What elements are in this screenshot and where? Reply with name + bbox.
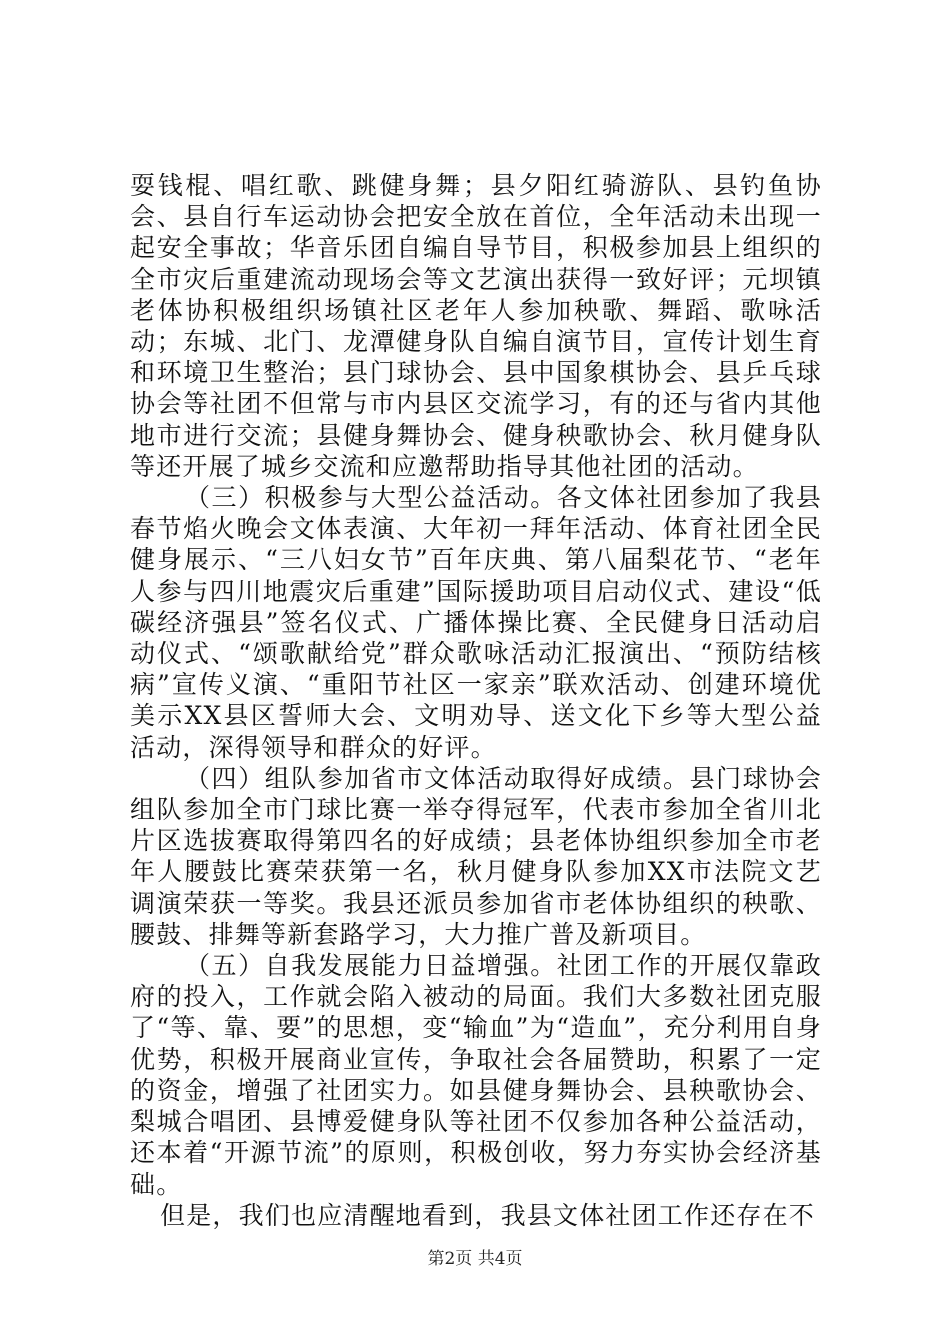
page-footer: 第2页 共4页 [427,1249,523,1269]
paragraph-continuation: 耍钱棍、唱红歌、跳健身舞；县夕阳红骑游队、县钓鱼协会、县自行车运动协会把安全放在首位，全年活动未出现一起安全事故；华音乐团自编自导节目，积极参加县上组织的全市灾后重建流动现场会等文艺演出获得一致好评；元坝镇老体协积极组织场镇社区老年人参加秧歌、舞蹈、歌咏活动；东城、北门、龙潭健身队自编自演节目，宣传计划生育和环境卫生整治；县门球协会、县中国象棋协会、县乒乓球协会等社团不但常与市内县区交流学习，有的还与省内其他地市进行交流；县健身舞协会、健身秧歌协会、秋月健身队等还开展了城乡交流和应邀帮助指导其他社团的活动。 [130,171,822,481]
body-text [130,170,822,1231]
paragraph-however: 但是，我们也应清醒地看到，我县文体社团工作还存在不 [160,1200,816,1230]
paragraph-section-5: （五）自我发展能力日益增强。社团工作的开展仅靠政府的投入，工作就会陷入被动的局面。我们大多数社团克服了“等、靠、要”的思想，变“输血”为“造血”，充分利用自身优势，积极开展商业宣传，争取社会各届赞助，积累了一定的资金，增强了社团实力。如县健身舞协会、县秧歌协会、梨城合唱团、县博爱健身队等社团不仅参加各种公益活动，还本着“开源节流”的原则，积极创收，努力夯实协会经济基础。 [130,951,822,1199]
paragraph-section-4: （四）组队参加省市文体活动取得好成绩。县门球协会组队参加全市门球比赛一举夺得冠军，代表市参加全省川北片区选拔赛取得第四名的好成绩；县老体协组织参加全市老年人腰鼓比赛荣获第一名，秋月健身队参加XX市法院文艺调演荣获一等奖。我县还派员参加省市老体协组织的秧歌、腰鼓、排舞等新套路学习，大力推广普及新项目。 [130,763,822,949]
paragraph-section-3: （三）积极参与大型公益活动。各文体社团参加了我县春节焰火晚会文体表演、大年初一拜年活动、体育社团全民健身展示、“三八妇女节”百年庆典、第八届梨花节、“老年人参与四川地震灾后重建”国际援助项目启动仪式、建设“低碳经济强县”签名仪式、广播体操比赛、全民健身日活动启动仪式、“颂歌献给党”群众歌咏活动汇报演出、“预防结核病”宣传义演、“重阳节社区一家亲”联欢活动、创建环境优美示XX县区誓师大会、文明劝导、送文化下乡等大型公益活动，深得领导和群众的好评。 [130,483,822,762]
